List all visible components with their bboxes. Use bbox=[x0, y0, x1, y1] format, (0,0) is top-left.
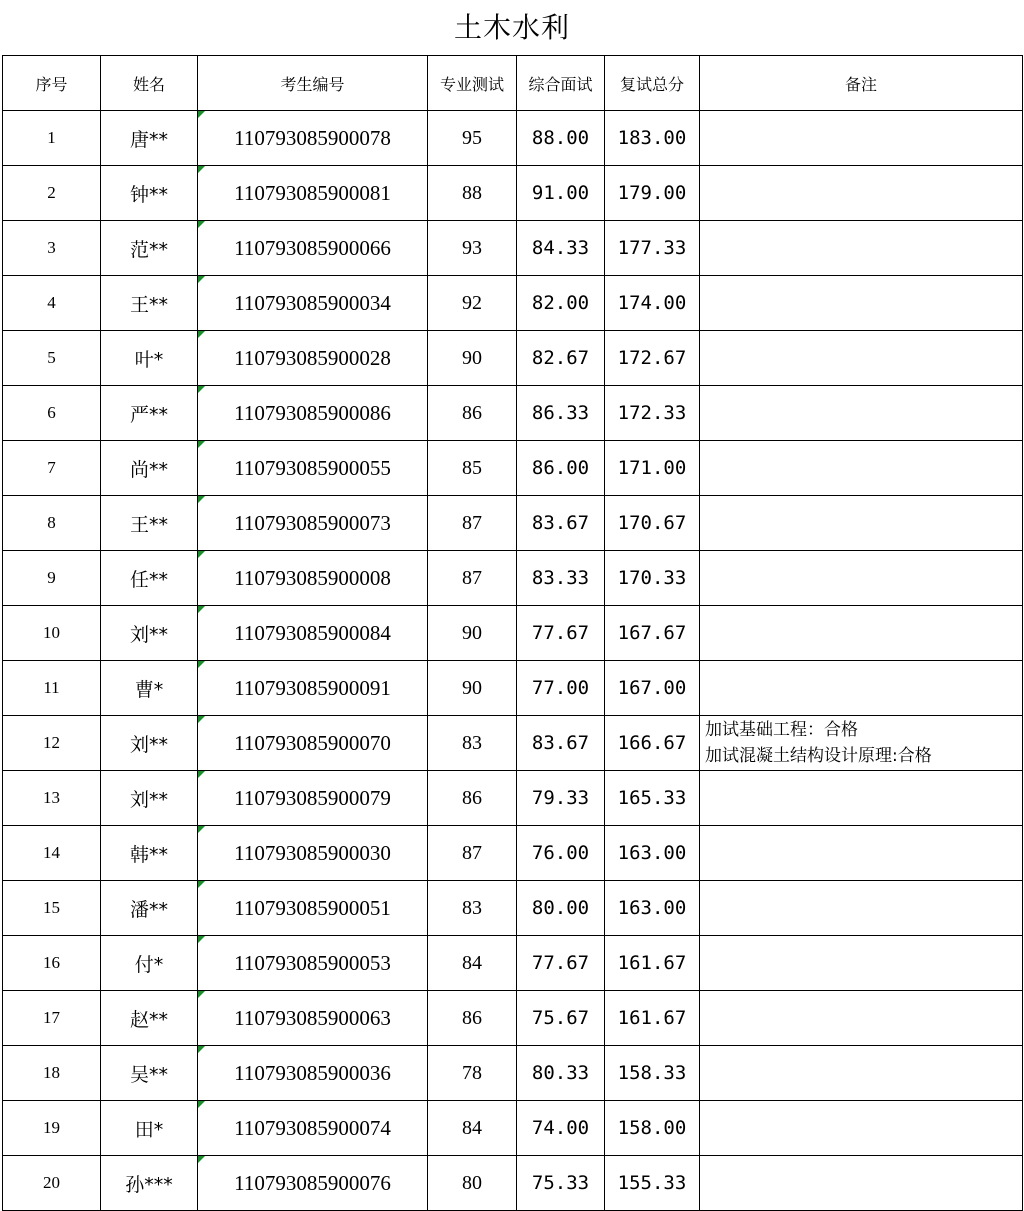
row-major-test: 83 bbox=[428, 881, 517, 936]
row-name: 潘** bbox=[101, 881, 198, 936]
row-candidate-id bbox=[198, 1156, 428, 1211]
cell-marker-icon bbox=[198, 166, 205, 173]
table-row bbox=[3, 1046, 1023, 1101]
cell-marker-icon bbox=[198, 551, 205, 558]
row-name: 唐** bbox=[101, 111, 198, 166]
row-candidate-id bbox=[198, 166, 428, 221]
row-interview: 88.00 bbox=[517, 111, 605, 166]
cell-marker-icon bbox=[198, 661, 205, 668]
row-major-test: 92 bbox=[428, 276, 517, 331]
table-row bbox=[3, 386, 1023, 441]
row-major-test: 86 bbox=[428, 991, 517, 1046]
candidate-id-text: 110793085900051 bbox=[234, 895, 391, 920]
row-name: 刘** bbox=[101, 606, 198, 661]
row-major-test: 84 bbox=[428, 1101, 517, 1156]
row-seq: 9 bbox=[3, 551, 101, 606]
candidate-id-text: 110793085900079 bbox=[234, 785, 391, 810]
row-seq: 6 bbox=[3, 386, 101, 441]
row-total: 166.67 bbox=[605, 716, 700, 771]
row-interview: 84.33 bbox=[517, 221, 605, 276]
row-total: 163.00 bbox=[605, 826, 700, 881]
row-candidate-id bbox=[198, 936, 428, 991]
row-notes bbox=[700, 936, 1023, 991]
row-major-test: 90 bbox=[428, 331, 517, 386]
cell-marker-icon bbox=[198, 826, 205, 833]
score-sheet bbox=[2, 0, 1022, 1208]
row-notes bbox=[700, 1046, 1023, 1101]
candidate-id-text: 110793085900034 bbox=[234, 290, 391, 315]
row-total: 177.33 bbox=[605, 221, 700, 276]
row-name: 范** bbox=[101, 221, 198, 276]
candidate-id-text: 110793085900066 bbox=[234, 235, 391, 260]
row-candidate-id bbox=[198, 881, 428, 936]
row-candidate-id bbox=[198, 1101, 428, 1156]
candidate-id-text: 110793085900070 bbox=[234, 730, 391, 755]
row-major-test: 84 bbox=[428, 936, 517, 991]
row-candidate-id bbox=[198, 661, 428, 716]
row-candidate-id bbox=[198, 716, 428, 771]
row-notes bbox=[700, 111, 1023, 166]
row-major-test: 85 bbox=[428, 441, 517, 496]
row-name: 吴** bbox=[101, 1046, 198, 1101]
note-line: 加试混凝土结构设计原理:合格 bbox=[705, 746, 932, 766]
row-name: 赵** bbox=[101, 991, 198, 1046]
row-notes bbox=[700, 826, 1023, 881]
row-seq: 12 bbox=[3, 716, 101, 771]
row-major-test: 93 bbox=[428, 221, 517, 276]
header-notes: 备注 bbox=[700, 56, 1023, 111]
candidate-id-text: 110793085900036 bbox=[234, 1060, 391, 1085]
row-major-test: 88 bbox=[428, 166, 517, 221]
row-seq: 3 bbox=[3, 221, 101, 276]
row-notes bbox=[700, 1156, 1023, 1211]
header-total: 复试总分 bbox=[605, 56, 700, 111]
cell-marker-icon bbox=[198, 221, 205, 228]
cell-marker-icon bbox=[198, 881, 205, 888]
candidate-id-text: 110793085900091 bbox=[234, 675, 391, 700]
table-row bbox=[3, 221, 1023, 276]
row-major-test: 87 bbox=[428, 496, 517, 551]
row-notes bbox=[700, 771, 1023, 826]
table-row bbox=[3, 1101, 1023, 1156]
candidate-id-text: 110793085900074 bbox=[234, 1115, 391, 1140]
row-name: 付* bbox=[101, 936, 198, 991]
cell-marker-icon bbox=[198, 276, 205, 283]
row-seq: 11 bbox=[3, 661, 101, 716]
table-row bbox=[3, 441, 1023, 496]
row-candidate-id bbox=[198, 606, 428, 661]
row-interview: 75.33 bbox=[517, 1156, 605, 1211]
row-interview: 77.67 bbox=[517, 936, 605, 991]
row-seq: 7 bbox=[3, 441, 101, 496]
candidate-id-text: 110793085900030 bbox=[234, 840, 391, 865]
header-row bbox=[3, 56, 1023, 111]
row-total: 161.67 bbox=[605, 991, 700, 1046]
row-name: 刘** bbox=[101, 771, 198, 826]
row-interview: 83.33 bbox=[517, 551, 605, 606]
row-name: 严** bbox=[101, 386, 198, 441]
candidate-id-text: 110793085900076 bbox=[234, 1170, 391, 1195]
row-candidate-id bbox=[198, 276, 428, 331]
row-candidate-id bbox=[198, 496, 428, 551]
row-total: 167.67 bbox=[605, 606, 700, 661]
table-row bbox=[3, 166, 1023, 221]
cell-marker-icon bbox=[198, 496, 205, 503]
row-total: 158.00 bbox=[605, 1101, 700, 1156]
cell-marker-icon bbox=[198, 331, 205, 338]
row-interview: 82.67 bbox=[517, 331, 605, 386]
row-candidate-id bbox=[198, 771, 428, 826]
row-candidate-id bbox=[198, 1046, 428, 1101]
header-major-test: 专业测试 bbox=[428, 56, 517, 111]
candidate-id-text: 110793085900053 bbox=[234, 950, 391, 975]
row-seq: 2 bbox=[3, 166, 101, 221]
table-row bbox=[3, 661, 1023, 716]
row-major-test: 86 bbox=[428, 771, 517, 826]
row-seq: 19 bbox=[3, 1101, 101, 1156]
table-row bbox=[3, 1156, 1023, 1211]
table-row bbox=[3, 771, 1023, 826]
row-notes bbox=[700, 496, 1023, 551]
row-interview: 86.00 bbox=[517, 441, 605, 496]
row-seq: 5 bbox=[3, 331, 101, 386]
row-seq: 15 bbox=[3, 881, 101, 936]
candidate-id-text: 110793085900055 bbox=[234, 455, 391, 480]
row-interview: 86.33 bbox=[517, 386, 605, 441]
score-table bbox=[2, 55, 1023, 1211]
table-row bbox=[3, 606, 1023, 661]
row-total: 163.00 bbox=[605, 881, 700, 936]
row-notes bbox=[700, 661, 1023, 716]
row-interview: 75.67 bbox=[517, 991, 605, 1046]
cell-marker-icon bbox=[198, 1101, 205, 1108]
row-major-test: 83 bbox=[428, 716, 517, 771]
row-seq: 1 bbox=[3, 111, 101, 166]
candidate-id-text: 110793085900063 bbox=[234, 1005, 391, 1030]
row-seq: 8 bbox=[3, 496, 101, 551]
row-notes bbox=[700, 441, 1023, 496]
table-row bbox=[3, 551, 1023, 606]
row-notes bbox=[700, 1101, 1023, 1156]
header-candidate-id: 考生编号 bbox=[198, 56, 428, 111]
row-name: 韩** bbox=[101, 826, 198, 881]
row-seq: 20 bbox=[3, 1156, 101, 1211]
table-row bbox=[3, 716, 1023, 771]
table-row bbox=[3, 881, 1023, 936]
header-seq: 序号 bbox=[3, 56, 101, 111]
row-candidate-id bbox=[198, 221, 428, 276]
candidate-id-text: 110793085900086 bbox=[234, 400, 391, 425]
row-notes bbox=[700, 881, 1023, 936]
row-notes bbox=[700, 386, 1023, 441]
cell-marker-icon bbox=[198, 111, 205, 118]
row-seq: 18 bbox=[3, 1046, 101, 1101]
row-total: 183.00 bbox=[605, 111, 700, 166]
table-row bbox=[3, 496, 1023, 551]
row-name: 王** bbox=[101, 276, 198, 331]
row-total: 170.67 bbox=[605, 496, 700, 551]
row-seq: 10 bbox=[3, 606, 101, 661]
row-major-test: 78 bbox=[428, 1046, 517, 1101]
row-interview: 82.00 bbox=[517, 276, 605, 331]
row-major-test: 90 bbox=[428, 606, 517, 661]
row-name: 田* bbox=[101, 1101, 198, 1156]
row-interview: 91.00 bbox=[517, 166, 605, 221]
row-candidate-id bbox=[198, 111, 428, 166]
table-row bbox=[3, 276, 1023, 331]
cell-marker-icon bbox=[198, 936, 205, 943]
row-seq: 13 bbox=[3, 771, 101, 826]
row-notes bbox=[700, 331, 1023, 386]
candidate-id-text: 110793085900073 bbox=[234, 510, 391, 535]
row-total: 174.00 bbox=[605, 276, 700, 331]
row-notes bbox=[700, 606, 1023, 661]
row-interview: 83.67 bbox=[517, 496, 605, 551]
row-notes bbox=[700, 991, 1023, 1046]
cell-marker-icon bbox=[198, 716, 205, 723]
cell-marker-icon bbox=[198, 1156, 205, 1163]
row-total: 161.67 bbox=[605, 936, 700, 991]
row-interview: 80.33 bbox=[517, 1046, 605, 1101]
note-line: 加试基础工程：合格 bbox=[705, 720, 858, 740]
sheet-title: 土木水利 bbox=[453, 11, 570, 44]
row-major-test: 87 bbox=[428, 551, 517, 606]
row-total: 165.33 bbox=[605, 771, 700, 826]
cell-marker-icon bbox=[198, 771, 205, 778]
row-seq: 16 bbox=[3, 936, 101, 991]
table-row bbox=[3, 331, 1023, 386]
row-interview: 80.00 bbox=[517, 881, 605, 936]
row-total: 155.33 bbox=[605, 1156, 700, 1211]
row-interview: 77.67 bbox=[517, 606, 605, 661]
row-major-test: 87 bbox=[428, 826, 517, 881]
row-interview: 77.00 bbox=[517, 661, 605, 716]
row-notes bbox=[700, 166, 1023, 221]
row-interview: 74.00 bbox=[517, 1101, 605, 1156]
row-candidate-id bbox=[198, 551, 428, 606]
row-name: 刘** bbox=[101, 716, 198, 771]
candidate-id-text: 110793085900078 bbox=[234, 125, 391, 150]
row-notes bbox=[700, 276, 1023, 331]
row-notes bbox=[700, 551, 1023, 606]
row-total: 167.00 bbox=[605, 661, 700, 716]
table-row bbox=[3, 936, 1023, 991]
row-interview: 83.67 bbox=[517, 716, 605, 771]
row-candidate-id bbox=[198, 991, 428, 1046]
row-major-test: 80 bbox=[428, 1156, 517, 1211]
row-total: 179.00 bbox=[605, 166, 700, 221]
cell-marker-icon bbox=[198, 606, 205, 613]
candidate-id-text: 110793085900081 bbox=[234, 180, 391, 205]
row-notes bbox=[700, 221, 1023, 276]
row-seq: 4 bbox=[3, 276, 101, 331]
candidate-id-text: 110793085900028 bbox=[234, 345, 391, 370]
row-total: 172.33 bbox=[605, 386, 700, 441]
row-name: 钟** bbox=[101, 166, 198, 221]
header-interview: 综合面试 bbox=[517, 56, 605, 111]
cell-marker-icon bbox=[198, 441, 205, 448]
row-interview: 76.00 bbox=[517, 826, 605, 881]
row-major-test: 90 bbox=[428, 661, 517, 716]
row-total: 172.67 bbox=[605, 331, 700, 386]
header-name: 姓名 bbox=[101, 56, 198, 111]
cell-marker-icon bbox=[198, 386, 205, 393]
table-row bbox=[3, 111, 1023, 166]
row-interview: 79.33 bbox=[517, 771, 605, 826]
table-row bbox=[3, 991, 1023, 1046]
cell-marker-icon bbox=[198, 991, 205, 998]
candidate-id-text: 110793085900008 bbox=[234, 565, 391, 590]
row-name: 尚** bbox=[101, 441, 198, 496]
row-name: 叶* bbox=[101, 331, 198, 386]
table-row bbox=[3, 826, 1023, 881]
table-body bbox=[3, 111, 1023, 1211]
row-major-test: 95 bbox=[428, 111, 517, 166]
row-candidate-id bbox=[198, 826, 428, 881]
row-total: 171.00 bbox=[605, 441, 700, 496]
candidate-id-text: 110793085900084 bbox=[234, 620, 391, 645]
row-notes bbox=[700, 716, 1023, 771]
row-total: 170.33 bbox=[605, 551, 700, 606]
row-candidate-id bbox=[198, 331, 428, 386]
row-name: 王** bbox=[101, 496, 198, 551]
row-seq: 17 bbox=[3, 991, 101, 1046]
row-major-test: 86 bbox=[428, 386, 517, 441]
row-seq: 14 bbox=[3, 826, 101, 881]
row-candidate-id bbox=[198, 386, 428, 441]
row-total: 158.33 bbox=[605, 1046, 700, 1101]
row-name: 孙*** bbox=[101, 1156, 198, 1211]
cell-marker-icon bbox=[198, 1046, 205, 1053]
row-name: 任** bbox=[101, 551, 198, 606]
row-name: 曹* bbox=[101, 661, 198, 716]
row-candidate-id bbox=[198, 441, 428, 496]
